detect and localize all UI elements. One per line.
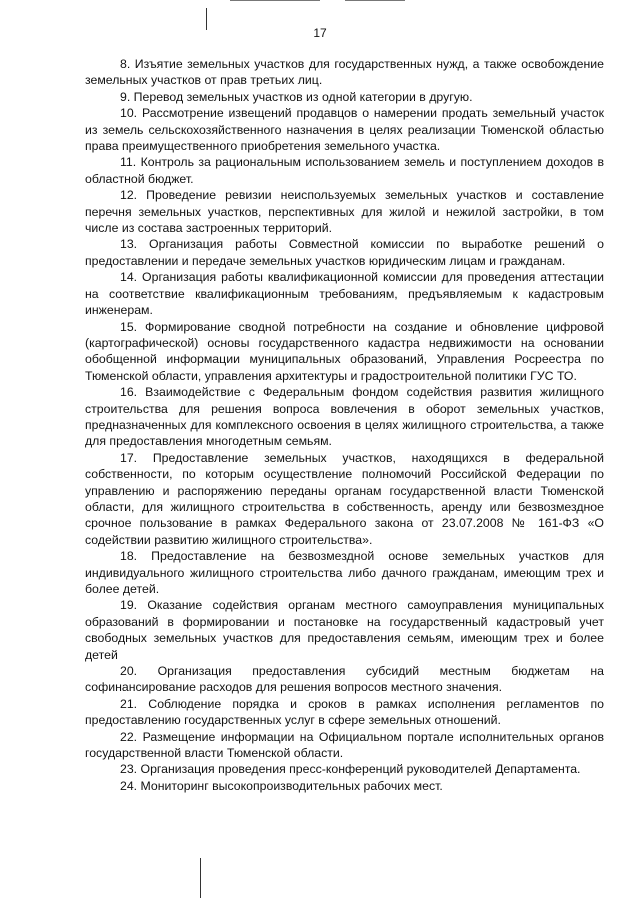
- scan-edge-line: [230, 0, 320, 1]
- document-body: [85, 56, 604, 794]
- list-item: 21. Соблюдение порядка и сроков в рамках исполнения регламентов по предоставлению государственных услуг в сфере земельных отношений.: [85, 696, 604, 728]
- list-item: 14. Организация работы квалификационной комиссии для проведения аттестации на соответствие квалификационным требованиям, предъявляемым к кадастровым инженерам.: [85, 270, 604, 318]
- list-item: 23. Организация проведения пресс-конференций руководителей Департамента.: [120, 762, 581, 777]
- list-item: 15. Формирование сводной потребности на создание и обновление цифровой (картографической) основы государственного кадастра недвижимости на основании обобщенной информации муниципальных образований, Управления Росреестра по Тюменской области, управления архитектуры и градостроительной политики ГУС ТО.: [85, 319, 604, 383]
- list-item: 9. Перевод земельных участков из одной категории в другую.: [120, 89, 473, 104]
- scan-edge-line: [345, 0, 405, 1]
- list-item: 17. Предоставление земельных участков, находящихся в федеральной собственности, по которым осуществление полномочий Российской Федерации по управлению и распоряжению переданы органам государственной власти Тюменской области, для жилищного строительства в собственность, аренду или безвозмездное срочное пользование в рамках Федерального закона от 23.07.2008 № 161-ФЗ «О содействии развитию жилищного строительства».: [85, 450, 604, 547]
- list-item: 24. Мониторинг высокопроизводительных рабочих мест.: [120, 778, 443, 793]
- list-item: 8. Изъятие земельных участков для государственных нужд, а также освобождение земельных участков от прав третьих лиц.: [85, 57, 604, 88]
- list-item: 18. Предоставление на безвозмездной основе земельных участков для индивидуального жилищного строительства либо дачного гражданам, имеющим трех и более детей.: [85, 549, 604, 596]
- list-item: 13. Организация работы Совместной комиссии по выработке решений о предоставлении и передаче земельных участков юридическим лицам и гражданам.: [85, 237, 604, 268]
- list-item: 12. Проведение ревизии неиспользуемых земельных участков и составление перечня земельных участков, перспективных для жилой и нежилой застройки, в том числе из состава застроенных территорий.: [85, 188, 604, 236]
- list-item: 22. Размещение информации на Официальном портале исполнительных органов государственной власти Тюменской области.: [85, 729, 604, 761]
- list-item: 16. Взаимодействие с Федеральным фондом содействия развития жилищного строительства для решения вопроса вовлечения в оборот земельных участков, предназначенных для комплексного освоения в целях жилищного строительства, а также для предоставления многодетным семьям.: [85, 385, 604, 449]
- list-item: 10. Рассмотрение извещений продавцов о намерении продать земельный участок из земель сельскохозяйственного назначения в целях реализации Тюменской областью права преимущественного приобретения земельного участка.: [85, 106, 604, 154]
- list-item: 20. Организация предоставления субсидий местным бюджетам на софинансирование расходов для решения вопросов местного значения.: [85, 664, 604, 695]
- list-item: 19. Оказание содействия органам местного самоуправления муниципальных образований в формировании и постановке на государственный кадастровый учет свободных земельных участков для предоставления семьям, имеющим трех и более детей: [85, 598, 604, 662]
- page-number: 17: [313, 26, 327, 40]
- binding-mark: [200, 858, 201, 898]
- list-item: 11. Контроль за рациональным использованием земель и поступлением доходов в областной бюджет.: [85, 155, 604, 186]
